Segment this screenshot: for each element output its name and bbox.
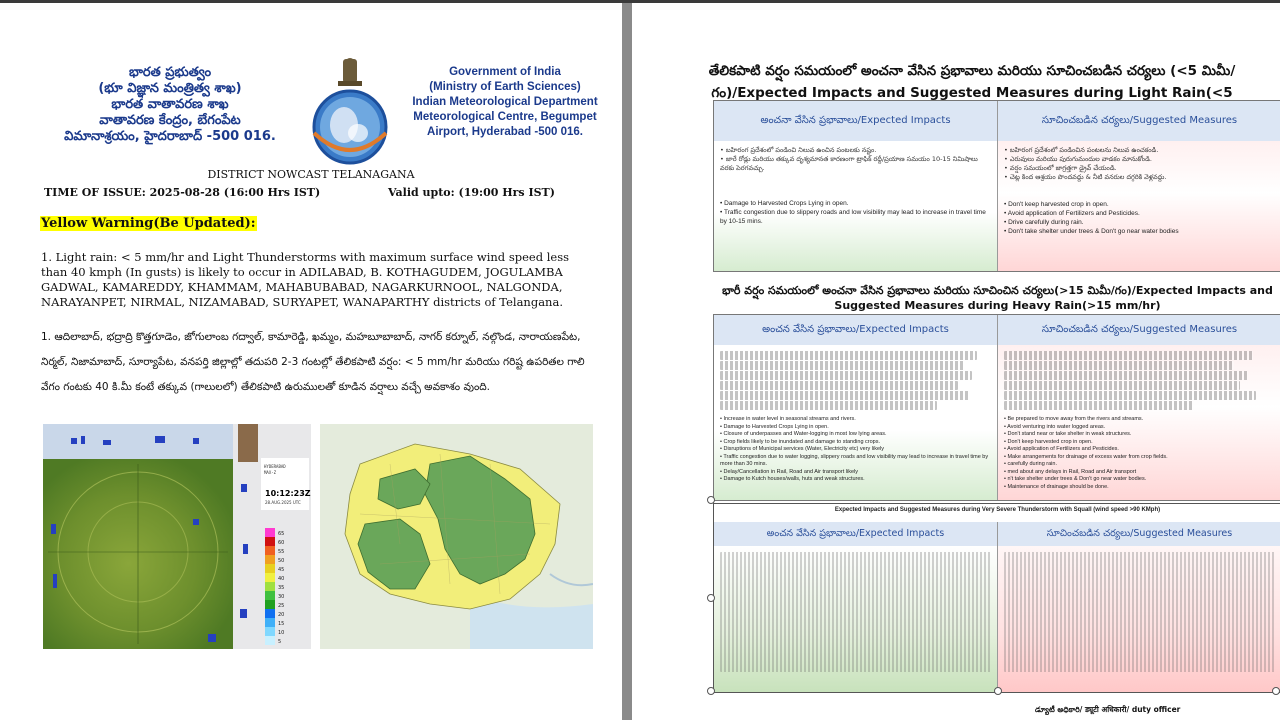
list-item: • Don't stand near or take shelter in weak structures. — [1004, 431, 1275, 439]
light-rain-table-header — [714, 101, 1280, 141]
header-english-line: Meteorological Centre, Begumpet — [413, 111, 597, 123]
severe-measures-cell — [998, 546, 1280, 692]
radar-scale-swatch — [265, 546, 275, 555]
document-page-left — [0, 3, 622, 720]
header-english-line: Airport, Hyderabad -500 016. — [427, 126, 583, 138]
header-english-line: Government of India — [449, 66, 561, 78]
header-telugu-line: వాతావరణ కేంద్రం, బేగంపేట — [99, 113, 241, 128]
image-resize-handle[interactable] — [994, 687, 1002, 695]
list-item: • Crop fields likely to be inundated and damage to standing crops. — [720, 439, 991, 447]
radar-image — [43, 424, 311, 649]
radar-time: 10:12:23Z — [265, 489, 311, 498]
light-rain-section-title: తేలికపాటి వర్షం సమయంలో అంచనా వేసిన ప్రభావాలు మరియు సూచించబడిన చర్యలు (<5 మిమీ/గం)/Expected Impacts and Suggested Measures during Light Rain(<5 — [708, 63, 1236, 101]
col-suggested-measures: సూచించబడిన చర్యలు/Suggested Measures — [998, 101, 1280, 141]
list-item: • Traffic congestion due to water logging, slippery roads and low visibility may lead to increase in travel time by more than 30 mins. — [720, 454, 991, 469]
severe-impacts-cell — [714, 546, 998, 692]
radar-scale-label: 5 — [278, 639, 282, 645]
list-item: • Avoid application of Fertilizers and Pesticides. — [1004, 446, 1275, 454]
radar-date: 28.AUG.2025 UTC — [265, 500, 301, 505]
list-item: • చెట్ల కింద ఆశ్రయం పొందవద్దు & నీటి వనరుల దగ్గరికి వెళ్లవద్దు. — [1004, 173, 1275, 182]
image-resize-handle[interactable] — [707, 687, 715, 695]
radar-scale-swatch — [265, 627, 275, 636]
header-telugu — [50, 65, 290, 145]
svg-text:HYDERABAD: HYDERABAD — [264, 464, 286, 469]
list-item: • Drive carefully during rain. — [1004, 218, 1275, 227]
col-expected-impacts: అంచన వేసిన ప్రభావాలు/Expected Impacts — [714, 315, 998, 345]
header-english-line: (Ministry of Earth Sciences) — [429, 81, 581, 93]
radar-scale-swatch — [265, 528, 275, 537]
list-item: • Damage to Harvested Crops Lying in open. — [720, 424, 991, 432]
col-expected-impacts: అంచనా వేసిన ప్రభావాలు/Expected Impacts — [714, 101, 998, 141]
severe-thunderstorm-title: Expected Impacts and Suggested Measures during Very Severe Thunderstorm with Squall (wind speed >90 KMph) — [834, 507, 1161, 513]
list-item: • బహిరంగ ప్రదేశంలో పండించి నిలువ ఉంచిన పంటలకు నష్టం. — [720, 146, 991, 155]
light-rain-impacts-cell — [714, 141, 998, 271]
radar-scale-label: 50 — [278, 558, 285, 564]
list-item: • Damage to Harvested Crops Lying in open. — [720, 199, 991, 208]
list-item: • carefully during rain. — [1004, 461, 1275, 469]
radar-scale-swatch — [265, 609, 275, 618]
radar-scale-swatch — [265, 573, 275, 582]
list-item: • వర్షం సమయంలో జాగ్రత్తగా డ్రైవ్ చేయండి. — [1004, 164, 1275, 173]
radar-scale-swatch — [265, 555, 275, 564]
list-item: • Disruptions of Municipal services (Water, Electricity etc) very likely — [720, 446, 991, 454]
image-resize-handle[interactable] — [1272, 687, 1280, 695]
header-telugu-line: (భూ విజ్ఞాన మంత్రిత్వ శాఖ) — [98, 81, 242, 96]
severe-table-body — [714, 546, 1280, 692]
list-item: • Traffic congestion due to slippery roads and low visibility may lead to increase in travel time by 10-15 mins. — [720, 208, 991, 226]
radar-scale-swatch — [265, 636, 275, 645]
header-telugu-line: విమానాశ్రయం, హైదరాబాద్ -500 016. — [64, 129, 276, 144]
radar-scale-swatch — [265, 600, 275, 609]
list-item: • Don't take shelter under trees & Don't go near water bodies — [1004, 227, 1275, 236]
list-item: • జారే రోడ్లు మరియు తక్కువ దృశ్యమానత కారణంగా ట్రాఫిక్ రద్దీ/ప్రయాణ సమయం 10-15 నిమిషాలు వరకు పెరగవచ్చు. — [720, 155, 991, 173]
heavy-rain-impacts-cell — [714, 345, 998, 500]
valid-upto: Valid upto: (19:00 Hrs IST) — [388, 186, 555, 199]
list-item: • Avoid venturing into water logged areas. — [1004, 424, 1275, 432]
radar-scale-label: 65 — [278, 531, 285, 537]
col-suggested-measures: సూచించబడిన చర్యలు/Suggested Measures — [998, 315, 1280, 345]
radar-scale-label: 45 — [278, 567, 285, 573]
telugu-fine-text-block — [720, 351, 991, 410]
radar-scale-label: 20 — [278, 612, 285, 618]
duty-officer-signature: డ్యూటీ అధికారి/ ड्यूटी अधिकारी/ duty officer — [1035, 705, 1181, 714]
header-telugu-line: భారత వాతావరణ శాఖ — [111, 97, 229, 112]
radar-scale-label: 10 — [278, 630, 285, 636]
image-resize-handle[interactable] — [707, 594, 715, 602]
heavy-rain-table-header — [714, 315, 1280, 345]
forecast-paragraph-telugu: 1. ఆదిలాబాద్, భద్రాద్రి కొత్తగూడెం, జోగులాంబ గద్వాల్, కామారెడ్డి, ఖమ్మం, మహబూబాబాద్, నాగర్ కర్నూల్, నల్గొండ, నారాయణపేట, నిర్మల్, నిజామాబాద్, సూర్యాపేట, వనపర్తి జిల్లాల్లో తదుపరి 2-3 గంటల్లో తేలికపాటి వర్షం: < 5 mm/hr మరియు గరిష్ట ఉపరితల గాలి వేగం గంటకు 40 కి.మీ కంటే తక్కువ (గాలులలో) తేలికపాటి ఉరుములతో కూడిన వర్షాలు వచ్చే అవకాశం వుంది. — [41, 331, 585, 393]
yellow-warning-heading: Yellow Warning(Be Updated): — [41, 216, 256, 231]
severe-thunderstorm-table — [713, 503, 1280, 693]
heavy-rain-section-title: భారీ వర్షం సమయంలో అంచనా వేసిన ప్రభావాలు మరియు సూచించిన చర్యలు(>15 మిమీ/గం)/Expected Impacts and Suggested Measures during Heavy Rain(>15 mm/hr) — [722, 284, 1273, 312]
image-resize-handle[interactable] — [707, 496, 715, 504]
heavy-rain-table — [713, 314, 1280, 501]
radar-scale-swatch — [265, 591, 275, 600]
col-suggested-measures: సూచించబడిన చర్యలు/Suggested Measures — [998, 522, 1280, 546]
list-item: • బహిరంగ ప్రదేశంలో పండించిన పంటలను నిలువ ఉంచకండి. — [1004, 146, 1275, 155]
light-rain-table-body — [714, 141, 1280, 271]
imd-emblem-logo — [300, 55, 400, 167]
list-item: • ఎరువులు మరియు పురుగుమందుల వాడకం మానుకోండి. — [1004, 155, 1275, 164]
heavy-rain-table-body — [714, 345, 1280, 500]
list-item: • Closure of underpasses and Water-logging in most low lying areas. — [720, 431, 991, 439]
document-page-right — [632, 3, 1280, 720]
radar-scale-label: 60 — [278, 540, 285, 546]
header-telugu-line: భారత ప్రభుత్వం — [128, 65, 212, 80]
list-item: • Damage to Kutch houses/walls, huts and weak structures. — [720, 476, 991, 484]
warning-district-map — [320, 424, 593, 649]
light-rain-measures-cell — [998, 141, 1280, 271]
list-item: • Make arrangements for drainage of excess water from crop fields. — [1004, 454, 1275, 462]
list-item: • Avoid application of Fertilizers and Pesticides. — [1004, 209, 1275, 218]
list-item: • Increase in water level in seasonal streams and rivers. — [720, 416, 991, 424]
radar-scale-label: 25 — [278, 603, 285, 609]
radar-scale-swatch — [265, 537, 275, 546]
heavy-rain-measures-cell — [998, 345, 1280, 500]
district-title: DISTRICT NOWCAST TELANAGANA — [207, 168, 415, 181]
radar-scale-swatch — [265, 582, 275, 591]
radar-scale-swatch — [265, 618, 275, 627]
header-english — [405, 65, 605, 140]
telugu-fine-text-block — [1004, 351, 1275, 410]
severe-table-header — [714, 522, 1280, 546]
list-item: • Don't keep harvested crop in open. — [1004, 200, 1275, 209]
radar-scale-label: 30 — [278, 594, 285, 600]
list-item: • Don't keep harvested crop in open. — [1004, 439, 1275, 447]
radar-scale-label: 15 — [278, 621, 285, 627]
header-english-line: Indian Meteorological Department — [412, 96, 598, 108]
radar-scale-label: 55 — [278, 549, 285, 555]
list-item: • n't take shelter under trees & Don't go near water bodies. — [1004, 476, 1275, 484]
list-item: • Delay/Cancellation in Rail, Road and Air transport likely — [720, 469, 991, 477]
radar-scale-label: 35 — [278, 585, 285, 591]
list-item: • Maintenance of drainage should be done. — [1004, 484, 1275, 492]
forecast-paragraph-english: 1. Light rain: < 5 mm/hr and Light Thunderstorms with maximum surface wind speed less than 40 kmph (In gusts) is likely to occur in ADILABAD, B. KOTHAGUDEM, JOGULAMBA GADWAL, KAMAREDDY, KHAMMAM, MAHABUBABAD, NAGARKURNOOL, NALGONDA, NARAYANPET, NIRMAL, NIZAMABAD, SURYAPET, WANAPARTHY districts of Telangana. — [41, 250, 570, 309]
list-item: • Be prepared to move away from the rivers and streams. — [1004, 416, 1275, 424]
radar-scale-label: 40 — [278, 576, 285, 582]
svg-text:MAX-Z: MAX-Z — [264, 470, 277, 475]
radar-scale-swatch — [265, 564, 275, 573]
light-rain-table — [713, 100, 1280, 272]
col-expected-impacts: అంచన వేసిన ప్రభావాలు/Expected Impacts — [714, 522, 998, 546]
issue-time: TIME OF ISSUE: 2025-08-28 (16:00 Hrs IST) — [44, 186, 321, 199]
list-item: • med about any delays in Rail, Road and Air transport — [1004, 469, 1275, 477]
